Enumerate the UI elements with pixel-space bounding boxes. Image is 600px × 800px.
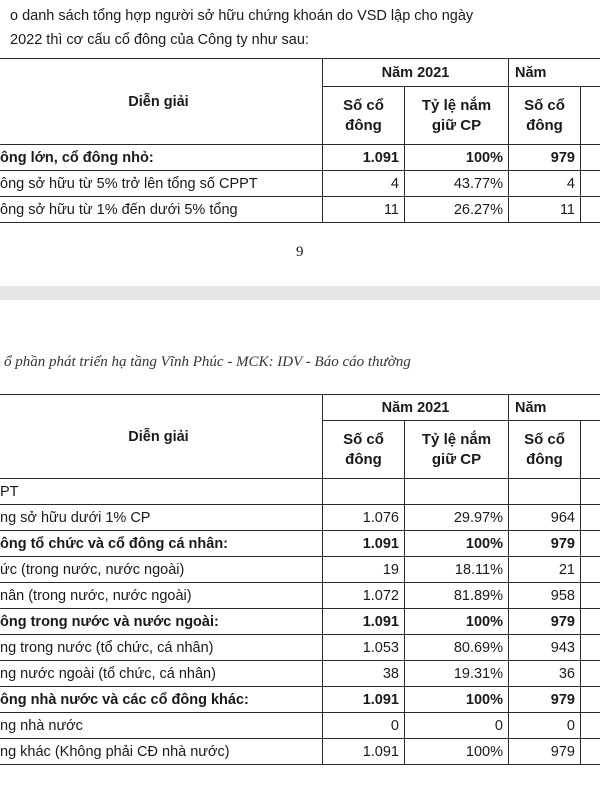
intro-text-line2: 2022 thì cơ cấu cổ đông của Công ty như sau: — [10, 32, 309, 48]
page-number: 9 — [296, 244, 304, 260]
running-header: ổ phần phát triển hạ tầng Vĩnh Phúc - MCK: IDV - Báo cáo thường — [4, 354, 411, 370]
page-top — [0, 0, 600, 286]
table-row: ng sở hữu dưới 1% CP 1.076 29.97% 964 — [0, 505, 600, 531]
table-row: ng khác (Không phải CĐ nhà nước) 1.091 100% 979 — [0, 739, 600, 765]
table-row: nân (trong nước, nước ngoài) 1.072 81.89% 958 — [0, 583, 600, 609]
header-year-2021: Năm 2021 — [323, 59, 509, 87]
header-ratio: Tỷ lệ nắm giữ CP — [405, 87, 509, 145]
table-row: ông sở hữu từ 1% đến dưới 5% tổng 11 26.27% 11 — [0, 197, 600, 223]
header-shareholders: Số cổ đông — [323, 87, 405, 145]
shareholder-table-bottom — [0, 394, 600, 765]
header-description: Diễn giải — [0, 59, 323, 145]
table-row: ông nhà nước và các cổ đông khác: 1.091 100% 979 — [0, 687, 600, 713]
table-row: ông tổ chức và cổ đông cá nhân: 1.091 100% 979 — [0, 531, 600, 557]
shareholder-table-top — [0, 58, 600, 223]
header-description: Diễn giải — [0, 395, 323, 479]
header-shareholders-next: Số cổ đông — [509, 421, 581, 479]
table-row: ng nước ngoài (tổ chức, cá nhân) 38 19.31% 36 — [0, 661, 600, 687]
header-year-next: Năm — [509, 59, 600, 87]
table-row: ông lớn, cổ đông nhỏ: 1.091 100% 979 — [0, 145, 600, 171]
intro-text-line1: o danh sách tổng hợp người sở hữu chứng khoán do VSD lập cho ngày — [10, 8, 474, 24]
header-shareholders: Số cổ đông — [323, 421, 405, 479]
header-year-next: Năm — [509, 395, 600, 421]
table-row: ông sở hữu từ 5% trở lên tổng số CPPT 4 43.77% 4 — [0, 171, 600, 197]
page-bottom — [0, 300, 600, 800]
table-row: ức (trong nước, nước ngoài) 19 18.11% 21 — [0, 557, 600, 583]
header-ratio: Tỷ lệ nắm giữ CP — [405, 421, 509, 479]
table-row: ng nhà nước 0 0 0 — [0, 713, 600, 739]
header-year-2021: Năm 2021 — [323, 395, 509, 421]
table-row: PT — [0, 479, 600, 505]
table-row: ông trong nước và nước ngoài: 1.091 100% 979 — [0, 609, 600, 635]
header-shareholders-next: Số cổ đông — [509, 87, 581, 145]
page-separator — [0, 286, 600, 300]
table-row: ng trong nước (tổ chức, cá nhân) 1.053 80.69% 943 — [0, 635, 600, 661]
